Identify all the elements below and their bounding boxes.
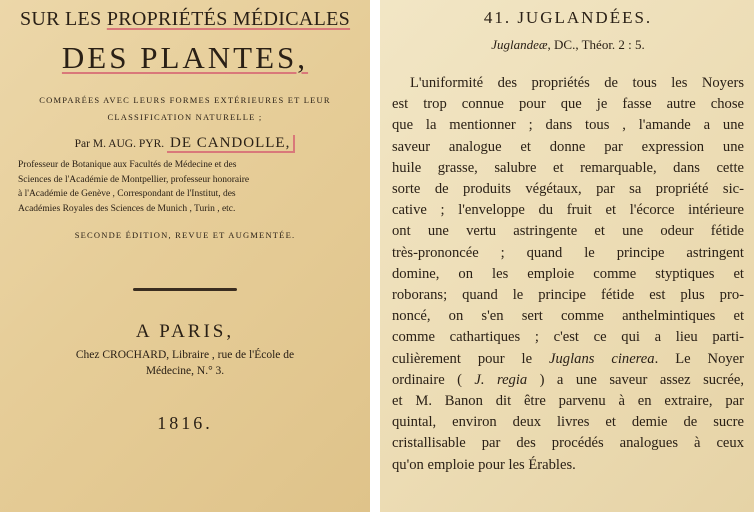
text-line: et M. Banon dit être parvenu à en extraire, par <box>392 393 744 410</box>
text-line: saveur analogue et donne par expression une <box>392 138 744 155</box>
text-line: ont une vertu astringente et une odeur fétide <box>392 223 744 240</box>
text-line: culièrement pour le Juglans cinerea. Le Noyer <box>392 350 745 367</box>
species-name: J. regia <box>474 371 528 388</box>
title-line-2: DES PLANTES, <box>61 40 309 75</box>
title-line-1: SUR LES PROPRIÉTÉS MÉDICALES <box>19 8 351 30</box>
subtitle: COMPARÉES AVEC LEURS FORMES EXTÉRIEURES ET LEUR CLASSIFICATION NATURELLE ; <box>39 95 331 122</box>
text-line: très-prononcée ; quand le principe astringent <box>392 244 744 261</box>
ornamental-divider <box>133 288 237 291</box>
section-reference: Juglandeæ, DC., Théor. 2 : 5. <box>491 37 645 52</box>
text-page <box>380 0 754 512</box>
text-line: quintal, environ deux livres et demie de sucre <box>392 414 744 431</box>
species-name: Juglans cinerea <box>549 350 655 367</box>
author-line: Par M. AUG. PYR. DE CANDOLLE, <box>14 136 356 152</box>
edition-note: SECONDE ÉDITION, REVUE ET AUGMENTÉE. <box>74 230 296 240</box>
text-line: roborans; quand le principe fétide est plus pro- <box>392 287 744 304</box>
text-line: que la mentionner ; dans tous , l'amande a une <box>392 117 744 134</box>
text-line: L'uniformité des propriétés de tous les Noyers <box>410 75 744 91</box>
text-line: ordinaire ( J. regia ) a une saveur assez sucrée, <box>392 371 744 388</box>
author-description: Professeur de Botanique aux Facultés de Médecine et des Sciences de l'Académie de Montpellier, professeur honoraire à l'Académie de Genève , Correspondant de l'Institut, des Académies Royales des Sciences de Munich , Turin , etc. <box>18 160 250 214</box>
section-heading: 41. JUGLANDÉES. <box>483 8 653 27</box>
title-page <box>0 0 370 512</box>
text-line: sorte de produits végétaux, par sa propriété sic- <box>392 181 744 198</box>
text-line: est trop connue pour que je fasse autre chose <box>392 96 744 113</box>
publisher: Chez CROCHARD, Libraire , rue de l'École de Médecine, N.° 3. <box>75 349 295 377</box>
text-line: cristallisable par des procédés analogues à ceux <box>392 435 744 452</box>
text-line: domine, on les emploie comme styptiques et <box>392 265 744 282</box>
body-paragraph <box>392 73 744 476</box>
text-line: huile grasse, salubre et remarquable, dans cette <box>392 159 744 176</box>
author-name: DE CANDOLLE, <box>167 135 295 153</box>
text-line: qu'on emploie pour les Érables. <box>392 456 576 473</box>
title-highlight: PROPRIÉTÉS MÉDICALES <box>106 8 351 30</box>
text-line: noncé, on s'en sert comme anthelmintiques et <box>392 308 744 325</box>
imprint-city: A PARIS, <box>135 321 235 342</box>
publication-year: 1816. <box>157 413 213 433</box>
text-line: cative ; l'enveloppe du fruit et l'écorce intérieure <box>392 202 744 219</box>
text-line: comme cathartiques ; c'est ce qui a lieu parti- <box>392 329 744 346</box>
